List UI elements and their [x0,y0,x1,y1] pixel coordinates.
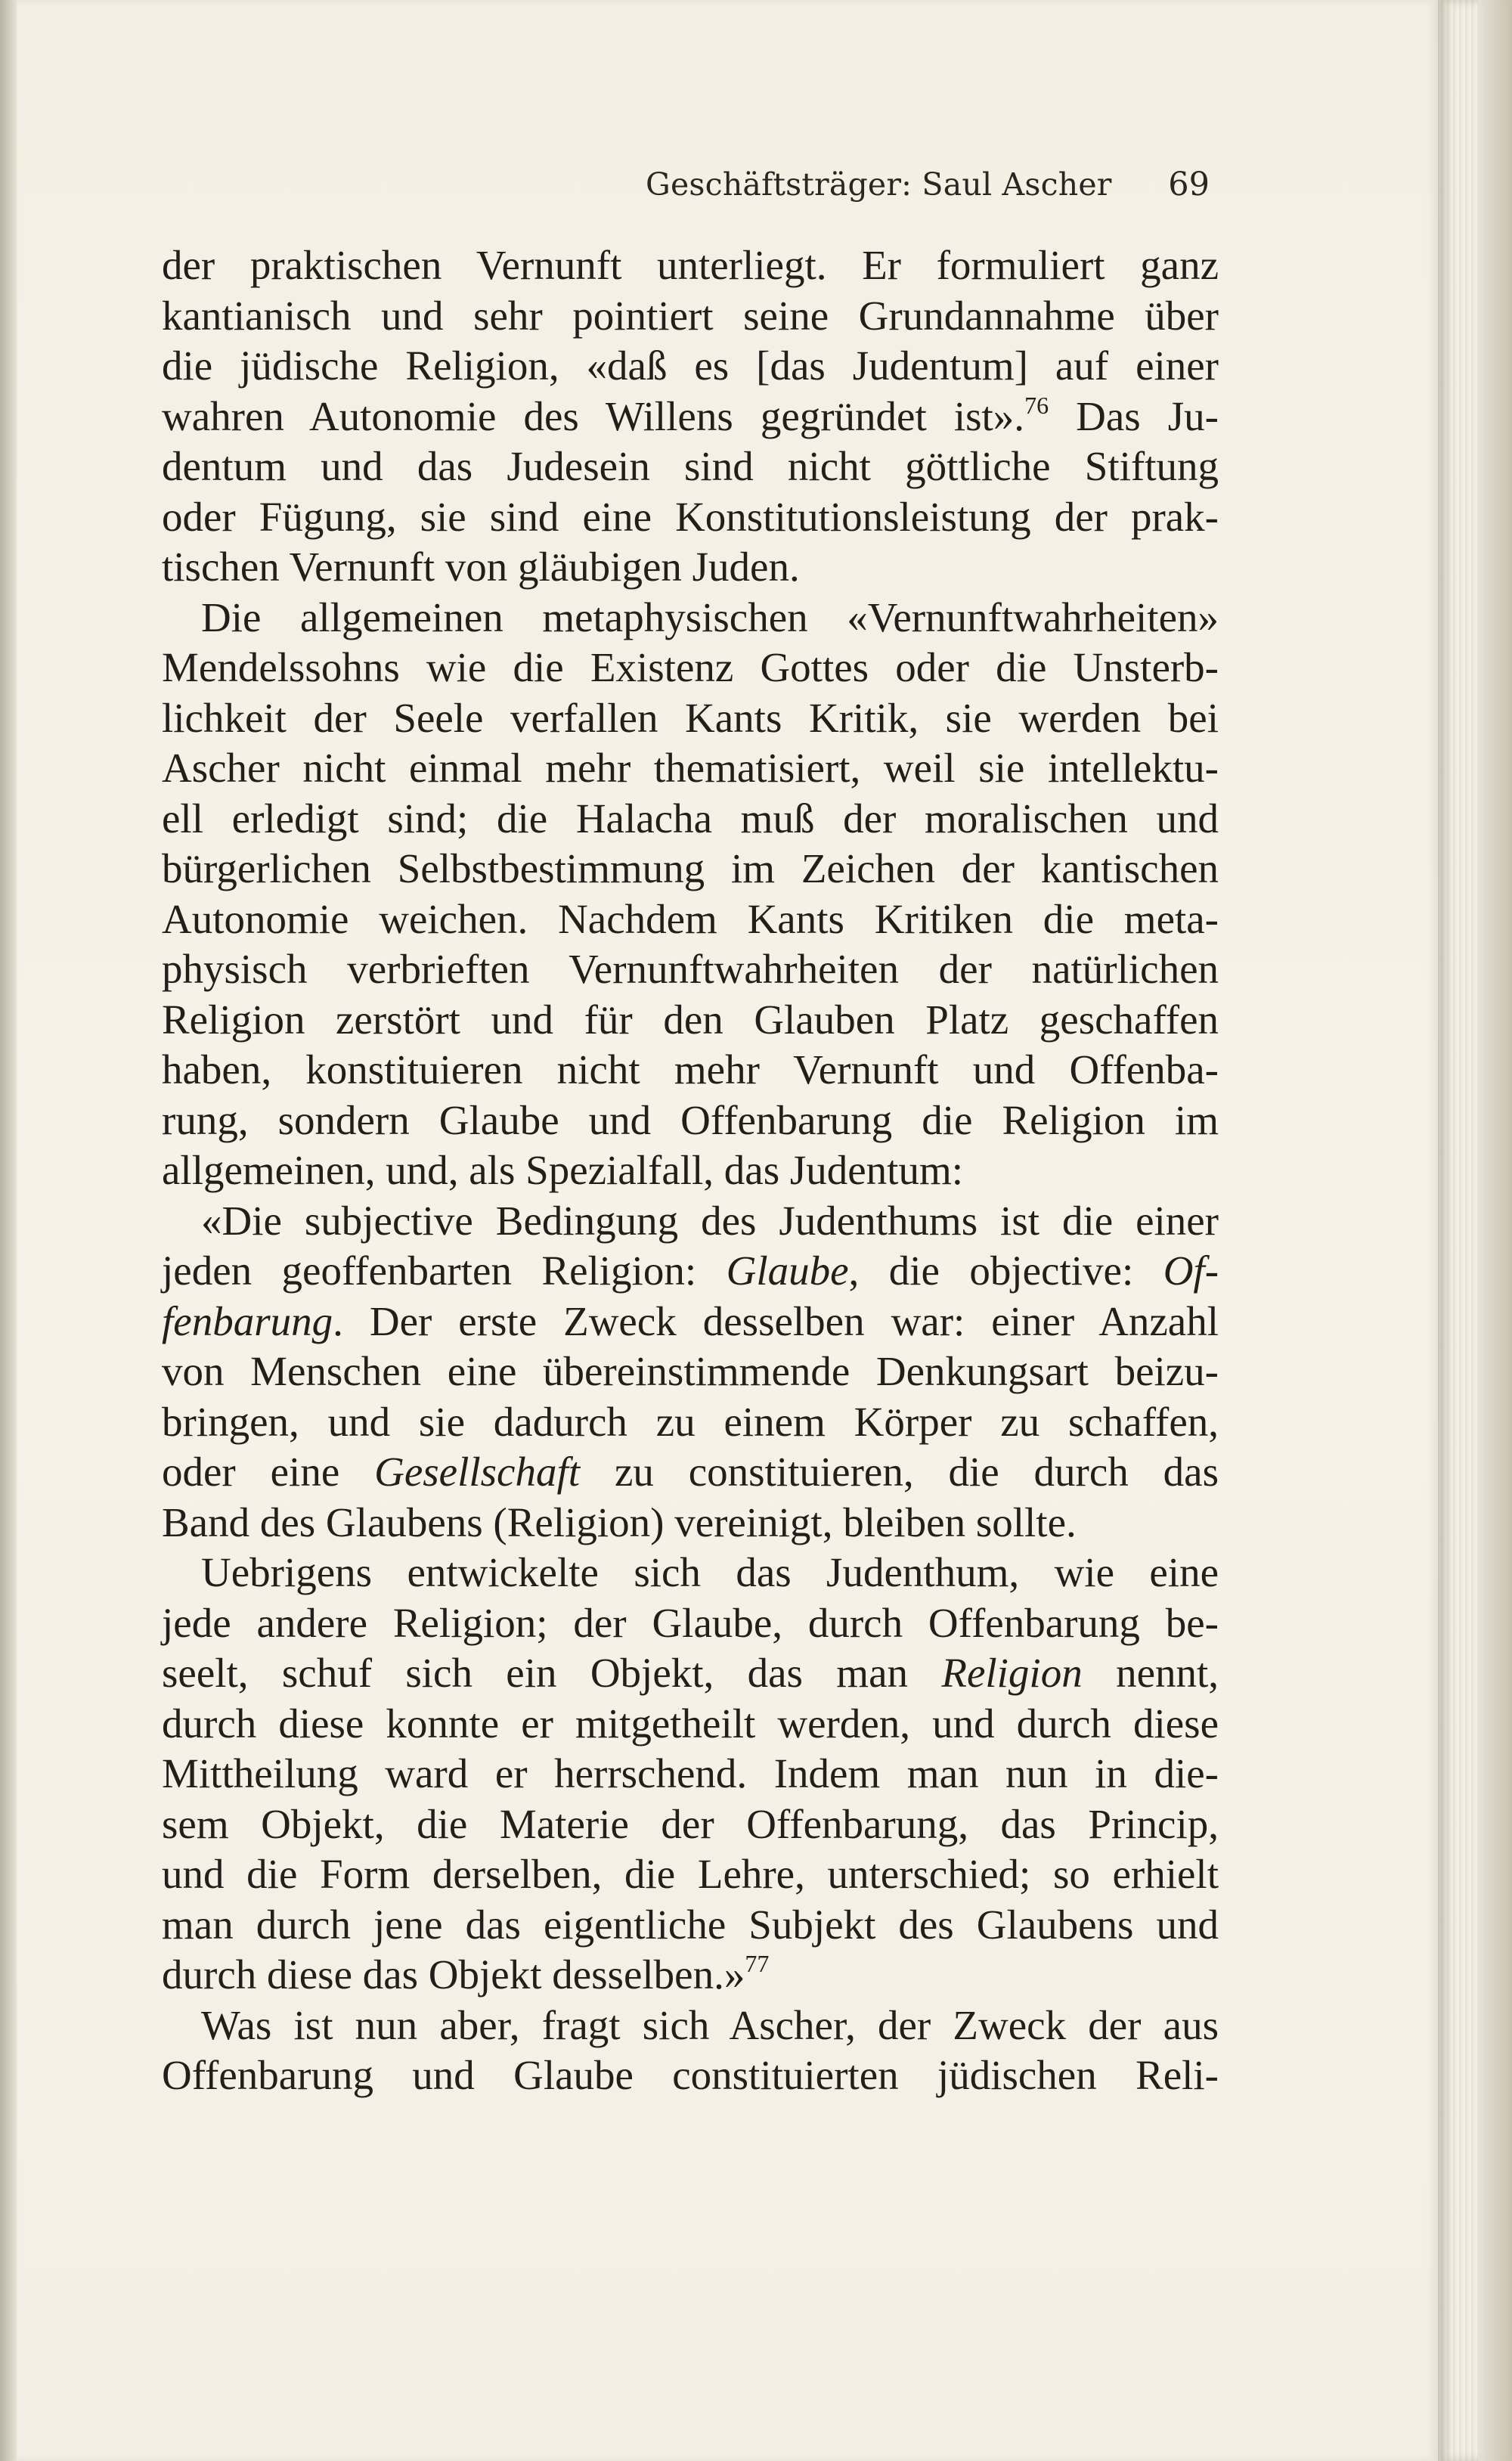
text-line: fenbarung. Der erste Zweck desselben war: einer Anzahl [162,1297,1219,1344]
page-number: 69 [1168,166,1210,203]
text-line: allgemeinen, und, als Spezialfall, das Judentum: [162,1147,964,1193]
text-line: Autonomie weichen. Nachdem Kants Kritiken die meta- [162,895,1219,942]
text-line: ell erledigt sind; die Halacha muß der moralischen und [162,795,1219,842]
italic-term: fenbarung [162,1297,333,1344]
italic-term: Glaube [726,1248,849,1294]
text-line: Mendelssohns wie die Existenz Gottes oder die Unsterb- [162,644,1219,690]
quote-start: «Die subjective Bedingung des Judenthums ist die einer [201,1197,1219,1244]
text-line: Offenbarung und Glaube constituierten jüdischen Reli- [162,2052,1219,2098]
quote-paragraph-start: Uebrigens entwickelte sich das Judenthum, wie eine [201,1549,1219,1595]
text-line: physisch verbrieften Vernunftwahrheiten der natürlichen [162,946,1219,992]
text-line: bürgerlichen Selbstbestimmung im Zeichen der kantischen [162,845,1219,891]
book-binding-edge [0,0,17,2461]
text-line: wahren Autonomie des Willens gegründet ist».$^{76}$ Das Ju- [162,391,1219,439]
text-line: oder Fügung, sie sind eine Konstitutionsleistung der prak- [162,493,1219,540]
text-line: jeden geoffenbarten Religion: Glaube, die objective: Of- [162,1248,1219,1294]
page-edge-shadow [1478,0,1512,2461]
text-line: dentum und das Judesein sind nicht göttliche Stiftung [162,443,1219,489]
text-line: seelt, schuf sich ein Objekt, das man Religion nennt, [162,1650,1219,1696]
running-head-title: Geschäftsträger: Saul Ascher [646,166,1112,203]
text-line: tischen Vernunft von gläubigen Juden. [162,544,800,590]
italic-term: Of- [1163,1248,1219,1294]
text-line: Ascher nicht einmal mehr thematisiert, weil sie intellektu- [162,745,1219,791]
text-line: kantianisch und sehr pointiert seine Grundannahme über [162,292,1219,339]
text-line: rung, sondern Glaube und Offenbarung die Religion im [162,1096,1219,1143]
italic-term: Religion [941,1650,1083,1696]
footnote-ref: 77 [745,1950,770,1977]
paragraph-start: Die allgemeinen metaphysischen «Vernunftwahrheiten» [201,594,1219,640]
text-line: jede andere Religion; der Glaube, durch Offenbarung be- [162,1599,1219,1646]
text-line: Band des Glaubens (Religion) vereinigt, bleiben sollte. [162,1499,1077,1545]
paragraph-start: Was ist nun aber, fragt sich Ascher, der Zweck der aus [201,2001,1219,2048]
text-line: der praktischen Vernunft unterliegt. Er formuliert ganz [162,242,1219,288]
text-line: und die Form derselben, die Lehre, unterschied; so erhielt [162,1851,1219,1897]
text-line: man durch jene das eigentliche Subjekt des Glaubens und [162,1901,1219,1948]
text-line: durch diese das Objekt desselben.»$^{77}$ [162,1950,770,1998]
text-line: von Menschen eine übereinstimmende Denkungsart beizu- [162,1348,1219,1394]
text-line: sem Objekt, die Materie der Offenbarung, das Princip, [162,1800,1219,1847]
text-line: oder eine Gesellschaft zu constituieren, die durch das [162,1449,1219,1495]
text-line: lichkeit der Seele verfallen Kants Kritik, sie werden bei [162,694,1219,741]
text-line: Religion zerstört und für den Glauben Platz geschaffen [162,996,1219,1043]
text-line: die jüdische Religion, «daß es [das Judentum] auf einer [162,342,1219,389]
footnote-ref: 76 [1024,391,1049,419]
text-line: Mittheilung ward er herrschend. Indem man nun in die- [162,1750,1219,1796]
italic-term: Gesellschaft [374,1449,581,1495]
body-text [162,240,1219,2101]
text-line: bringen, und sie dadurch zu einem Körper zu schaffen, [162,1398,1219,1445]
text-line: haben, konstituieren nicht mehr Vernunft und Offenba- [162,1046,1219,1093]
text-line: durch diese konnte er mitgetheilt werden, und durch diese [162,1700,1219,1747]
running-head [646,158,1210,211]
